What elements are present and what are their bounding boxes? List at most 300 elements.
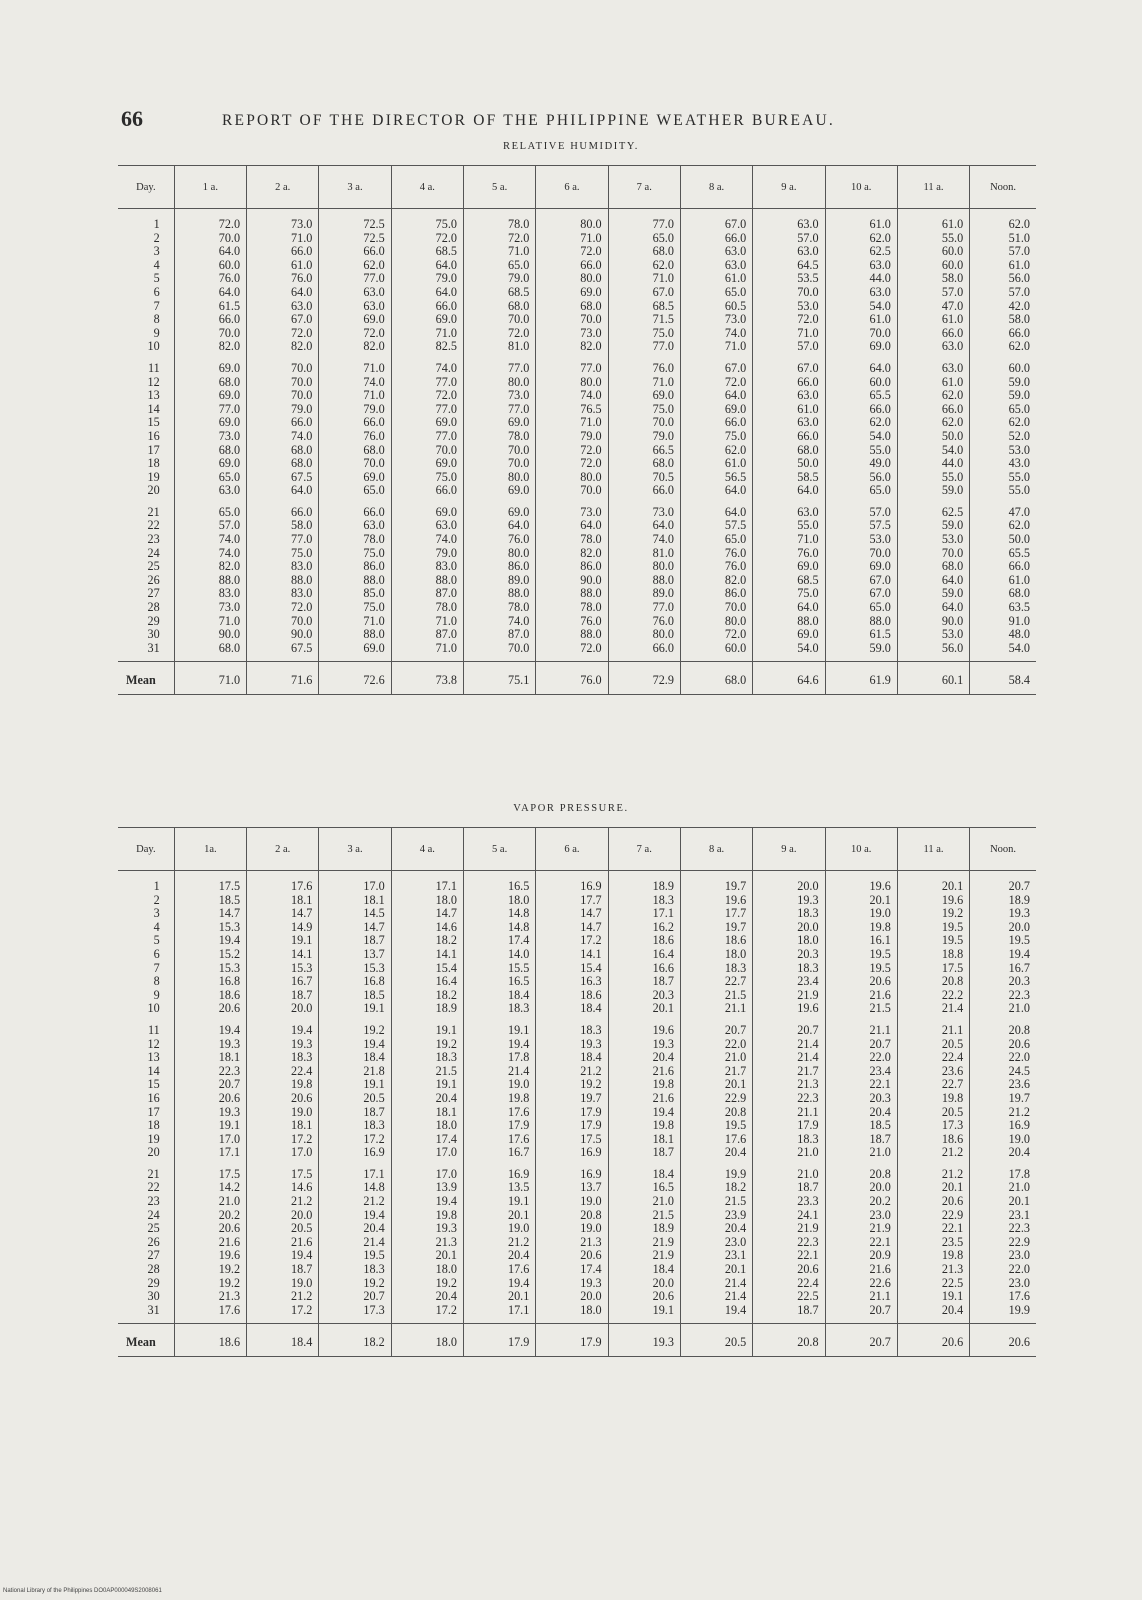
- value-cell: 55.0: [970, 471, 1036, 485]
- value-cell: 47.0: [897, 300, 969, 314]
- value-cell: 77.0: [247, 533, 319, 547]
- column-header: 9 a.: [753, 166, 825, 209]
- value-cell: 19.5: [825, 962, 897, 976]
- column-header: 11 a.: [897, 828, 969, 871]
- value-cell: 68.0: [319, 444, 391, 458]
- value-cell: 19.3: [536, 1277, 608, 1291]
- value-cell: 20.0: [608, 1277, 680, 1291]
- value-cell: 59.0: [825, 642, 897, 662]
- table-row: [118, 457, 1036, 471]
- table-row: [118, 1051, 1036, 1065]
- value-cell: 75.0: [319, 547, 391, 561]
- value-cell: 72.0: [536, 642, 608, 662]
- value-cell: 66.0: [536, 259, 608, 273]
- table-row: [118, 574, 1036, 588]
- value-cell: 72.0: [174, 209, 246, 232]
- value-cell: 82.0: [536, 340, 608, 354]
- day-cell: 20: [147, 1145, 160, 1160]
- mean-value: 20.6: [970, 1324, 1036, 1357]
- value-cell: 70.0: [463, 642, 535, 662]
- value-cell: 77.0: [608, 601, 680, 615]
- value-cell: 20.2: [174, 1209, 246, 1223]
- value-cell: 21.2: [897, 1160, 969, 1182]
- value-cell: 20.3: [753, 948, 825, 962]
- value-cell: 18.0: [680, 948, 752, 962]
- value-cell: 21.6: [608, 1092, 680, 1106]
- value-cell: 23.0: [970, 1277, 1036, 1291]
- value-cell: 76.0: [680, 547, 752, 561]
- mean-row: [118, 1324, 1036, 1357]
- value-cell: 57.5: [680, 519, 752, 533]
- value-cell: 19.8: [608, 1119, 680, 1133]
- value-cell: 70.0: [463, 457, 535, 471]
- value-cell: 55.0: [753, 519, 825, 533]
- value-cell: 70.0: [247, 389, 319, 403]
- value-cell: 20.5: [897, 1106, 969, 1120]
- value-cell: 20.8: [680, 1106, 752, 1120]
- value-cell: 76.0: [608, 354, 680, 376]
- value-cell: 22.3: [970, 1222, 1036, 1236]
- value-cell: 22.7: [897, 1078, 969, 1092]
- value-cell: 19.4: [319, 1038, 391, 1052]
- value-cell: 69.0: [536, 286, 608, 300]
- value-cell: 67.5: [247, 471, 319, 485]
- value-cell: 17.9: [463, 1119, 535, 1133]
- value-cell: 16.2: [608, 921, 680, 935]
- value-cell: 62.0: [897, 389, 969, 403]
- value-cell: 21.7: [753, 1065, 825, 1079]
- value-cell: 16.7: [247, 975, 319, 989]
- value-cell: 68.0: [970, 587, 1036, 601]
- value-cell: 71.0: [608, 272, 680, 286]
- value-cell: 69.0: [174, 416, 246, 430]
- value-cell: 18.7: [247, 989, 319, 1003]
- value-cell: 55.0: [897, 471, 969, 485]
- value-cell: 64.0: [536, 519, 608, 533]
- value-cell: 64.0: [247, 484, 319, 498]
- value-cell: 57.0: [174, 519, 246, 533]
- value-cell: 69.0: [463, 416, 535, 430]
- value-cell: 15.4: [391, 962, 463, 976]
- value-cell: 63.0: [391, 519, 463, 533]
- value-cell: 18.2: [391, 989, 463, 1003]
- value-cell: 70.0: [247, 376, 319, 390]
- value-cell: 22.5: [897, 1277, 969, 1291]
- value-cell: 70.0: [680, 601, 752, 615]
- value-cell: 58.0: [970, 313, 1036, 327]
- value-cell: 69.0: [319, 313, 391, 327]
- value-cell: 60.0: [680, 642, 752, 662]
- value-cell: 76.0: [536, 615, 608, 629]
- value-cell: 19.4: [319, 1209, 391, 1223]
- day-cell: 24: [147, 545, 160, 560]
- value-cell: 74.0: [680, 327, 752, 341]
- value-cell: 62.0: [825, 416, 897, 430]
- value-cell: 20.6: [174, 1092, 246, 1106]
- value-cell: 20.1: [608, 1002, 680, 1016]
- value-cell: 20.5: [247, 1222, 319, 1236]
- value-cell: 22.0: [970, 1263, 1036, 1277]
- value-cell: 52.0: [970, 430, 1036, 444]
- value-cell: 20.6: [897, 1195, 969, 1209]
- value-cell: 78.0: [536, 533, 608, 547]
- value-cell: 66.5: [608, 444, 680, 458]
- value-cell: 90.0: [174, 628, 246, 642]
- value-cell: 82.0: [247, 340, 319, 354]
- value-cell: 21.7: [680, 1065, 752, 1079]
- value-cell: 21.0: [608, 1195, 680, 1209]
- value-cell: 68.5: [608, 300, 680, 314]
- value-cell: 21.9: [608, 1236, 680, 1250]
- value-cell: 65.0: [174, 471, 246, 485]
- value-cell: 78.0: [391, 601, 463, 615]
- value-cell: 19.3: [174, 1106, 246, 1120]
- value-cell: 77.0: [391, 403, 463, 417]
- value-cell: 17.1: [463, 1304, 535, 1324]
- value-cell: 60.0: [897, 245, 969, 259]
- table-row: [118, 286, 1036, 300]
- value-cell: 14.6: [247, 1181, 319, 1195]
- table-row: [118, 934, 1036, 948]
- value-cell: 13.9: [391, 1181, 463, 1195]
- value-cell: 19.2: [174, 1263, 246, 1277]
- value-cell: 82.5: [391, 340, 463, 354]
- table-row: [118, 642, 1036, 662]
- value-cell: 20.6: [174, 1002, 246, 1016]
- mean-value: 68.0: [680, 662, 752, 695]
- mean-value: 71.6: [247, 662, 319, 695]
- value-cell: 18.0: [463, 894, 535, 908]
- value-cell: 72.0: [753, 313, 825, 327]
- day-cell: 20: [147, 483, 160, 498]
- value-cell: 71.0: [753, 327, 825, 341]
- value-cell: 63.0: [680, 245, 752, 259]
- value-cell: 18.6: [897, 1133, 969, 1147]
- value-cell: 15.3: [319, 962, 391, 976]
- value-cell: 13.7: [536, 1181, 608, 1195]
- value-cell: 15.5: [463, 962, 535, 976]
- value-cell: 61.0: [680, 272, 752, 286]
- column-header: 6 a.: [536, 828, 608, 871]
- value-cell: 21.4: [319, 1236, 391, 1250]
- value-cell: 20.7: [825, 1304, 897, 1324]
- value-cell: 14.7: [536, 907, 608, 921]
- value-cell: 20.6: [970, 1038, 1036, 1052]
- value-cell: 13.5: [463, 1181, 535, 1195]
- day-cell: 2: [153, 230, 160, 245]
- value-cell: 20.0: [970, 921, 1036, 935]
- value-cell: 65.0: [463, 259, 535, 273]
- value-cell: 24.5: [970, 1065, 1036, 1079]
- table-row: [118, 444, 1036, 458]
- value-cell: 65.0: [970, 403, 1036, 417]
- value-cell: 20.1: [391, 1249, 463, 1263]
- value-cell: 65.5: [970, 547, 1036, 561]
- value-cell: 14.0: [463, 948, 535, 962]
- mean-value: 20.5: [680, 1324, 752, 1357]
- column-header: 5 a.: [463, 828, 535, 871]
- value-cell: 71.0: [247, 232, 319, 246]
- table-row: [118, 587, 1036, 601]
- value-cell: 17.2: [391, 1304, 463, 1324]
- value-cell: 19.6: [825, 871, 897, 894]
- column-header: 4 a.: [391, 828, 463, 871]
- value-cell: 88.0: [247, 574, 319, 588]
- value-cell: 18.4: [463, 989, 535, 1003]
- value-cell: 54.0: [753, 642, 825, 662]
- value-cell: 64.0: [608, 519, 680, 533]
- value-cell: 21.1: [825, 1290, 897, 1304]
- table-row: [118, 259, 1036, 273]
- value-cell: 57.0: [753, 232, 825, 246]
- value-cell: 77.0: [174, 403, 246, 417]
- day-cell: 15: [147, 1077, 160, 1092]
- value-cell: 20.3: [608, 989, 680, 1003]
- column-header: 1 a.: [174, 166, 246, 209]
- value-cell: 20.8: [825, 1160, 897, 1182]
- day-cell: 15: [147, 415, 160, 430]
- value-cell: 70.0: [463, 444, 535, 458]
- day-cell: 21: [147, 504, 160, 519]
- value-cell: 20.4: [680, 1146, 752, 1160]
- table-row: [118, 519, 1036, 533]
- day-cell: 10: [147, 1001, 160, 1016]
- value-cell: 17.6: [247, 871, 319, 894]
- table-row: [118, 1078, 1036, 1092]
- table-row: [118, 484, 1036, 498]
- value-cell: 64.0: [680, 484, 752, 498]
- value-cell: 18.5: [319, 989, 391, 1003]
- value-cell: 16.9: [536, 1160, 608, 1182]
- value-cell: 19.5: [897, 934, 969, 948]
- value-cell: 18.7: [319, 1106, 391, 1120]
- value-cell: 19.7: [970, 1092, 1036, 1106]
- value-cell: 69.0: [753, 560, 825, 574]
- value-cell: 18.7: [247, 1263, 319, 1277]
- value-cell: 76.0: [319, 430, 391, 444]
- table-row: [118, 471, 1036, 485]
- value-cell: 76.0: [463, 533, 535, 547]
- value-cell: 21.4: [680, 1277, 752, 1291]
- value-cell: 17.6: [680, 1133, 752, 1147]
- day-cell: 12: [147, 374, 160, 389]
- value-cell: 16.9: [319, 1146, 391, 1160]
- value-cell: 53.5: [753, 272, 825, 286]
- table-row: [118, 533, 1036, 547]
- value-cell: 48.0: [970, 628, 1036, 642]
- value-cell: 16.9: [970, 1119, 1036, 1133]
- value-cell: 88.0: [463, 587, 535, 601]
- value-cell: 66.0: [247, 416, 319, 430]
- value-cell: 80.0: [536, 376, 608, 390]
- value-cell: 80.0: [608, 628, 680, 642]
- value-cell: 70.5: [608, 471, 680, 485]
- value-cell: 74.0: [174, 533, 246, 547]
- value-cell: 21.5: [680, 989, 752, 1003]
- value-cell: 21.3: [897, 1263, 969, 1277]
- value-cell: 23.0: [825, 1209, 897, 1223]
- value-cell: 86.0: [463, 560, 535, 574]
- value-cell: 69.0: [174, 354, 246, 376]
- value-cell: 17.9: [536, 1106, 608, 1120]
- table-row: [118, 1304, 1036, 1324]
- value-cell: 18.4: [608, 1160, 680, 1182]
- value-cell: 66.0: [753, 430, 825, 444]
- value-cell: 71.0: [536, 232, 608, 246]
- column-header: Day.: [118, 828, 174, 871]
- value-cell: 22.4: [897, 1051, 969, 1065]
- value-cell: 20.1: [970, 1195, 1036, 1209]
- value-cell: 17.1: [391, 871, 463, 894]
- value-cell: 18.1: [174, 1051, 246, 1065]
- table-row: [118, 1038, 1036, 1052]
- value-cell: 42.0: [970, 300, 1036, 314]
- value-cell: 57.0: [753, 340, 825, 354]
- day-cell: 19: [147, 469, 160, 484]
- value-cell: 72.0: [319, 327, 391, 341]
- value-cell: 68.0: [174, 642, 246, 662]
- day-cell: 4: [153, 257, 160, 272]
- value-cell: 18.2: [391, 934, 463, 948]
- value-cell: 67.0: [825, 574, 897, 588]
- value-cell: 73.0: [680, 313, 752, 327]
- value-cell: 64.0: [680, 498, 752, 520]
- value-cell: 50.0: [897, 430, 969, 444]
- value-cell: 90.0: [247, 628, 319, 642]
- value-cell: 19.6: [608, 1016, 680, 1038]
- value-cell: 65.0: [680, 533, 752, 547]
- value-cell: 20.4: [825, 1106, 897, 1120]
- value-cell: 16.5: [463, 871, 535, 894]
- value-cell: 54.0: [970, 642, 1036, 662]
- value-cell: 21.0: [970, 1002, 1036, 1016]
- value-cell: 19.1: [319, 1078, 391, 1092]
- table-row: [118, 403, 1036, 417]
- value-cell: 57.0: [970, 286, 1036, 300]
- value-cell: 16.5: [463, 975, 535, 989]
- value-cell: 90.0: [897, 615, 969, 629]
- value-cell: 64.0: [897, 601, 969, 615]
- value-cell: 64.0: [174, 286, 246, 300]
- value-cell: 18.3: [536, 1016, 608, 1038]
- value-cell: 19.5: [319, 1249, 391, 1263]
- value-cell: 19.2: [391, 1277, 463, 1291]
- value-cell: 18.7: [825, 1133, 897, 1147]
- value-cell: 86.0: [319, 560, 391, 574]
- value-cell: 20.6: [825, 975, 897, 989]
- table-row: [118, 628, 1036, 642]
- value-cell: 21.0: [825, 1146, 897, 1160]
- value-cell: 19.0: [463, 1222, 535, 1236]
- value-cell: 72.0: [463, 327, 535, 341]
- value-cell: 66.0: [391, 484, 463, 498]
- day-cell: 1: [153, 217, 160, 231]
- value-cell: 19.6: [753, 1002, 825, 1016]
- value-cell: 19.3: [174, 1038, 246, 1052]
- value-cell: 63.0: [680, 259, 752, 273]
- value-cell: 57.0: [897, 286, 969, 300]
- value-cell: 61.0: [247, 259, 319, 273]
- value-cell: 19.7: [680, 921, 752, 935]
- value-cell: 71.0: [753, 533, 825, 547]
- value-cell: 19.1: [463, 1195, 535, 1209]
- value-cell: 21.3: [174, 1290, 246, 1304]
- day-cell: 13: [147, 1050, 160, 1065]
- value-cell: 19.4: [970, 948, 1036, 962]
- value-cell: 64.0: [391, 259, 463, 273]
- value-cell: 19.2: [319, 1016, 391, 1038]
- value-cell: 56.0: [970, 272, 1036, 286]
- value-cell: 80.0: [536, 209, 608, 232]
- value-cell: 67.0: [680, 209, 752, 232]
- table-row: [118, 921, 1036, 935]
- value-cell: 72.0: [536, 444, 608, 458]
- value-cell: 14.8: [319, 1181, 391, 1195]
- day-cell: 8: [153, 312, 160, 327]
- value-cell: 78.0: [536, 601, 608, 615]
- value-cell: 20.5: [319, 1092, 391, 1106]
- value-cell: 21.5: [825, 1002, 897, 1016]
- value-cell: 20.1: [825, 894, 897, 908]
- day-cell: 27: [147, 1248, 160, 1263]
- mean-value: 73.8: [391, 662, 463, 695]
- value-cell: 21.4: [753, 1051, 825, 1065]
- value-cell: 21.3: [391, 1236, 463, 1250]
- day-cell: 7: [153, 960, 160, 975]
- value-cell: 20.2: [825, 1195, 897, 1209]
- table-row: [118, 1106, 1036, 1120]
- table-row: [118, 1263, 1036, 1277]
- mean-value: 20.8: [753, 1324, 825, 1357]
- value-cell: 16.5: [608, 1181, 680, 1195]
- value-cell: 21.8: [319, 1065, 391, 1079]
- value-cell: 88.0: [608, 574, 680, 588]
- value-cell: 17.6: [174, 1304, 246, 1324]
- table-row: [118, 894, 1036, 908]
- value-cell: 76.0: [174, 272, 246, 286]
- day-cell: 25: [147, 559, 160, 574]
- value-cell: 21.6: [608, 1065, 680, 1079]
- value-cell: 53.0: [897, 533, 969, 547]
- value-cell: 20.6: [753, 1263, 825, 1277]
- value-cell: 19.2: [536, 1078, 608, 1092]
- value-cell: 14.8: [463, 907, 535, 921]
- day-cell: 30: [147, 627, 160, 642]
- value-cell: 87.0: [463, 628, 535, 642]
- value-cell: 20.4: [897, 1304, 969, 1324]
- value-cell: 17.9: [753, 1119, 825, 1133]
- value-cell: 17.6: [463, 1263, 535, 1277]
- value-cell: 66.0: [247, 245, 319, 259]
- value-cell: 74.0: [391, 533, 463, 547]
- day-cell: 2: [153, 892, 160, 907]
- value-cell: 61.0: [825, 209, 897, 232]
- value-cell: 19.8: [247, 1078, 319, 1092]
- value-cell: 19.8: [391, 1209, 463, 1223]
- table-row: [118, 416, 1036, 430]
- value-cell: 20.6: [247, 1092, 319, 1106]
- value-cell: 18.4: [319, 1051, 391, 1065]
- value-cell: 15.3: [174, 962, 246, 976]
- value-cell: 71.0: [391, 327, 463, 341]
- value-cell: 64.0: [680, 389, 752, 403]
- column-header: 3 a.: [319, 166, 391, 209]
- value-cell: 18.8: [897, 948, 969, 962]
- mean-row: [118, 662, 1036, 695]
- value-cell: 62.0: [970, 416, 1036, 430]
- day-cell: 9: [153, 987, 160, 1002]
- value-cell: 19.9: [680, 1160, 752, 1182]
